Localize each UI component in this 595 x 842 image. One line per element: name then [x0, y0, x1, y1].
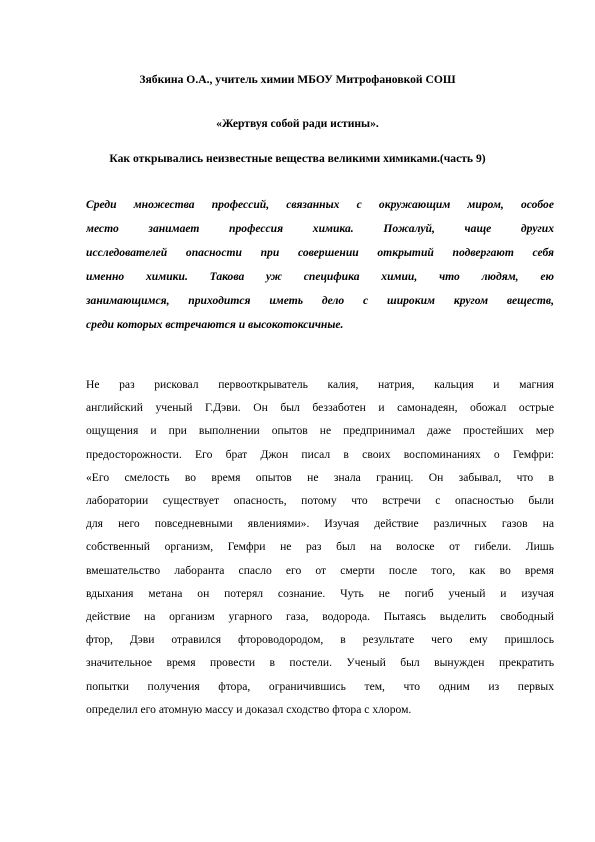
intro-line: место занимает профессия химика. Пожалуй, чаще других — [86, 222, 554, 236]
body-line: предосторожности. Его брат Джон писал в своих воспоминаниях о Гемфри: — [86, 447, 554, 461]
body-line: попытки получения фтора, ограничившись тем, что одним из первых — [86, 679, 554, 693]
body-line: фтор, Дэви отравился фтороводородом, в результате чего ему пришлось — [86, 633, 554, 647]
body-line: для него повседневными явлениями». Изучая действие различных газов на — [86, 517, 554, 531]
intro-line: Среди множества профессий, связанных с окружающим миром, особое — [86, 198, 554, 211]
body-line: вмешательство лаборанта спасло его от смерти после того, как во время — [86, 563, 554, 577]
author-line: Зябкина О.А., учитель химии МБОУ Митрофановкой СОШ — [139, 73, 456, 86]
intro-line: занимающимся, приходится иметь дело с широким кругом веществ, — [86, 294, 554, 308]
intro-paragraph — [86, 193, 554, 338]
article-title: «Жертвуя собой ради истины». — [216, 117, 379, 130]
body-paragraph — [86, 373, 554, 721]
body-line: собственный организм, Гемфри не раз был на волоске от гибели. Лишь — [86, 540, 554, 554]
body-line: действие на организм угарного газа, водорода. Пытаясь выделить свободный — [86, 610, 554, 624]
body-line: значительное время провести в постели. Ученый был вынужден прекратить — [86, 656, 554, 670]
body-line: «Его смелость во время опытов не знала границ. Он забывал, что в — [86, 470, 554, 484]
body-line: вдыхания метана он потерял сознание. Чуть не погиб ученый и изучая — [86, 586, 554, 600]
body-line: английский ученый Г.Дэви. Он был беззаботен и самонадеян, обожал острые — [86, 401, 554, 415]
article-subtitle: Как открывались неизвестные вещества великими химиками.(часть 9) — [109, 152, 486, 165]
intro-line: исследователей опасности при совершении открытий подвергают себя — [86, 246, 554, 260]
intro-line: именно химики. Такова уж специфика химии, что людям, ею — [86, 270, 554, 284]
intro-line: среди которых встречаются и высокотоксичные. — [86, 318, 344, 332]
body-line: ощущения и при выполнении опытов не предпринимал даже простейших мер — [86, 424, 554, 438]
body-line: лаборатории существует опасность, потому что встречи с опасностью были — [86, 494, 554, 508]
body-line: Не раз рисковал первооткрыватель калия, натрия, кальция и магния — [86, 378, 554, 391]
body-line: определил его атомную массу и доказал сходство фтора с хлором. — [86, 702, 412, 716]
